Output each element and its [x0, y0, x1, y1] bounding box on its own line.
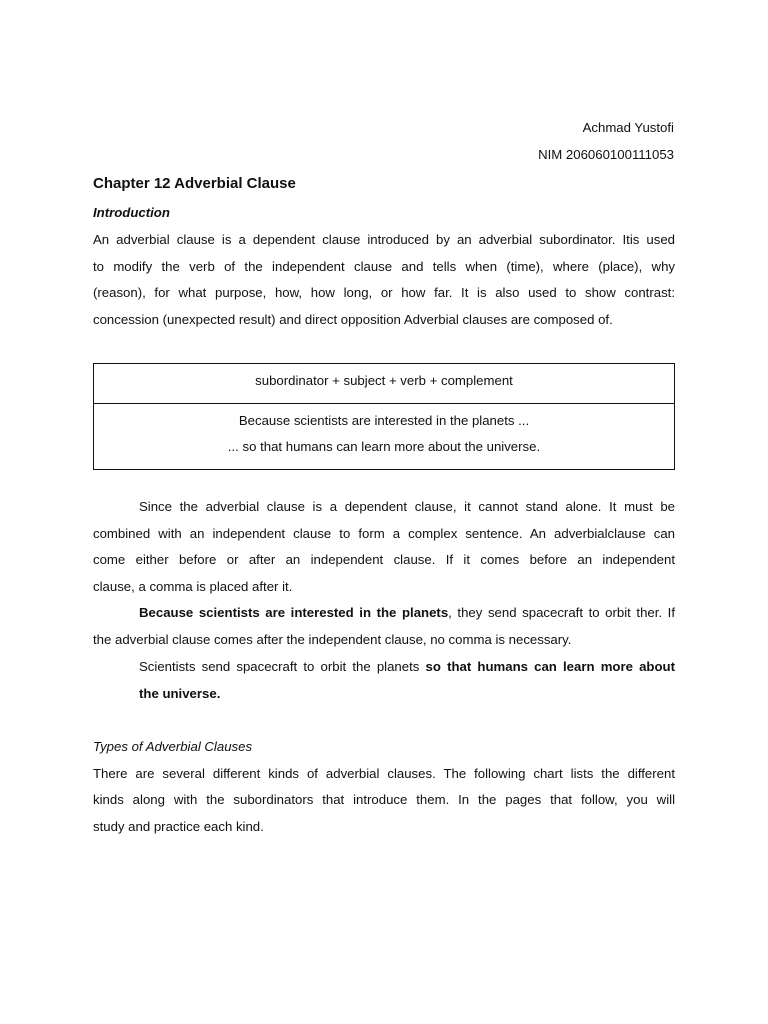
structure-table-body — [93, 403, 675, 470]
types-heading: Types of Adverbial Clauses — [93, 739, 253, 754]
intro-line-1: An adverbial clause is a dependent clause introduced by an adverbial subordinator. Itis used — [93, 232, 675, 247]
chapter-title: Chapter 12 Adverbial Clause — [93, 175, 296, 192]
types-line-3: study and practice each kind. — [93, 819, 264, 834]
body-line-2: combined with an independent clause to form a complex sentence. An adverbialclause can — [93, 526, 675, 541]
example-2-line-2: the universe. — [139, 686, 221, 701]
example-1-line-2: the adverbial clause comes after the independent clause, no comma is necessary. — [93, 632, 572, 647]
example-1-bold-clause: Because scientists are interested in the planets — [139, 605, 449, 620]
intro-line-4: concession (unexpected result) and direct opposition Adverbial clauses are composed of. — [93, 312, 613, 327]
example-2-line-1 — [139, 659, 675, 675]
types-line-2: kinds along with the subordinators that introduce them. In the pages that follow, you will — [93, 792, 675, 807]
body-line-3: come either before or after an independent clause. If it comes before an independent — [93, 552, 675, 567]
structure-table-header — [93, 363, 675, 404]
student-id: NIM 206060100111053 — [538, 147, 674, 162]
intro-line-3: (reason), for what purpose, how, how long, or how far. It is also used to show contrast: — [93, 285, 675, 300]
body-line-4: clause, a comma is placed after it. — [93, 579, 293, 594]
introduction-heading: Introduction — [93, 205, 170, 220]
example-1-line-1 — [139, 605, 675, 621]
example-2-bold-clause: so that humans can learn more about — [425, 659, 675, 674]
intro-line-2: to modify the verb of the independent clause and tells when (time), where (place), why — [93, 259, 675, 274]
types-line-1: There are several different kinds of adverbial clauses. The following chart lists the different — [93, 766, 675, 781]
example-row-1: Because scientists are interested in the planets ... — [238, 413, 530, 428]
author-name: Achmad Yustofi — [582, 120, 674, 135]
body-line-1: Since the adverbial clause is a dependent clause, it cannot stand alone. It must be — [139, 499, 675, 514]
structure-formula: subordinator + subject + verb + complement — [255, 373, 513, 388]
example-1-rest: , they send spacecraft to orbit ther. If — [448, 605, 676, 620]
example-2-plain: Scientists send spacecraft to orbit the planets — [139, 659, 426, 674]
example-row-2: ... so that humans can learn more about the universe. — [227, 439, 541, 454]
